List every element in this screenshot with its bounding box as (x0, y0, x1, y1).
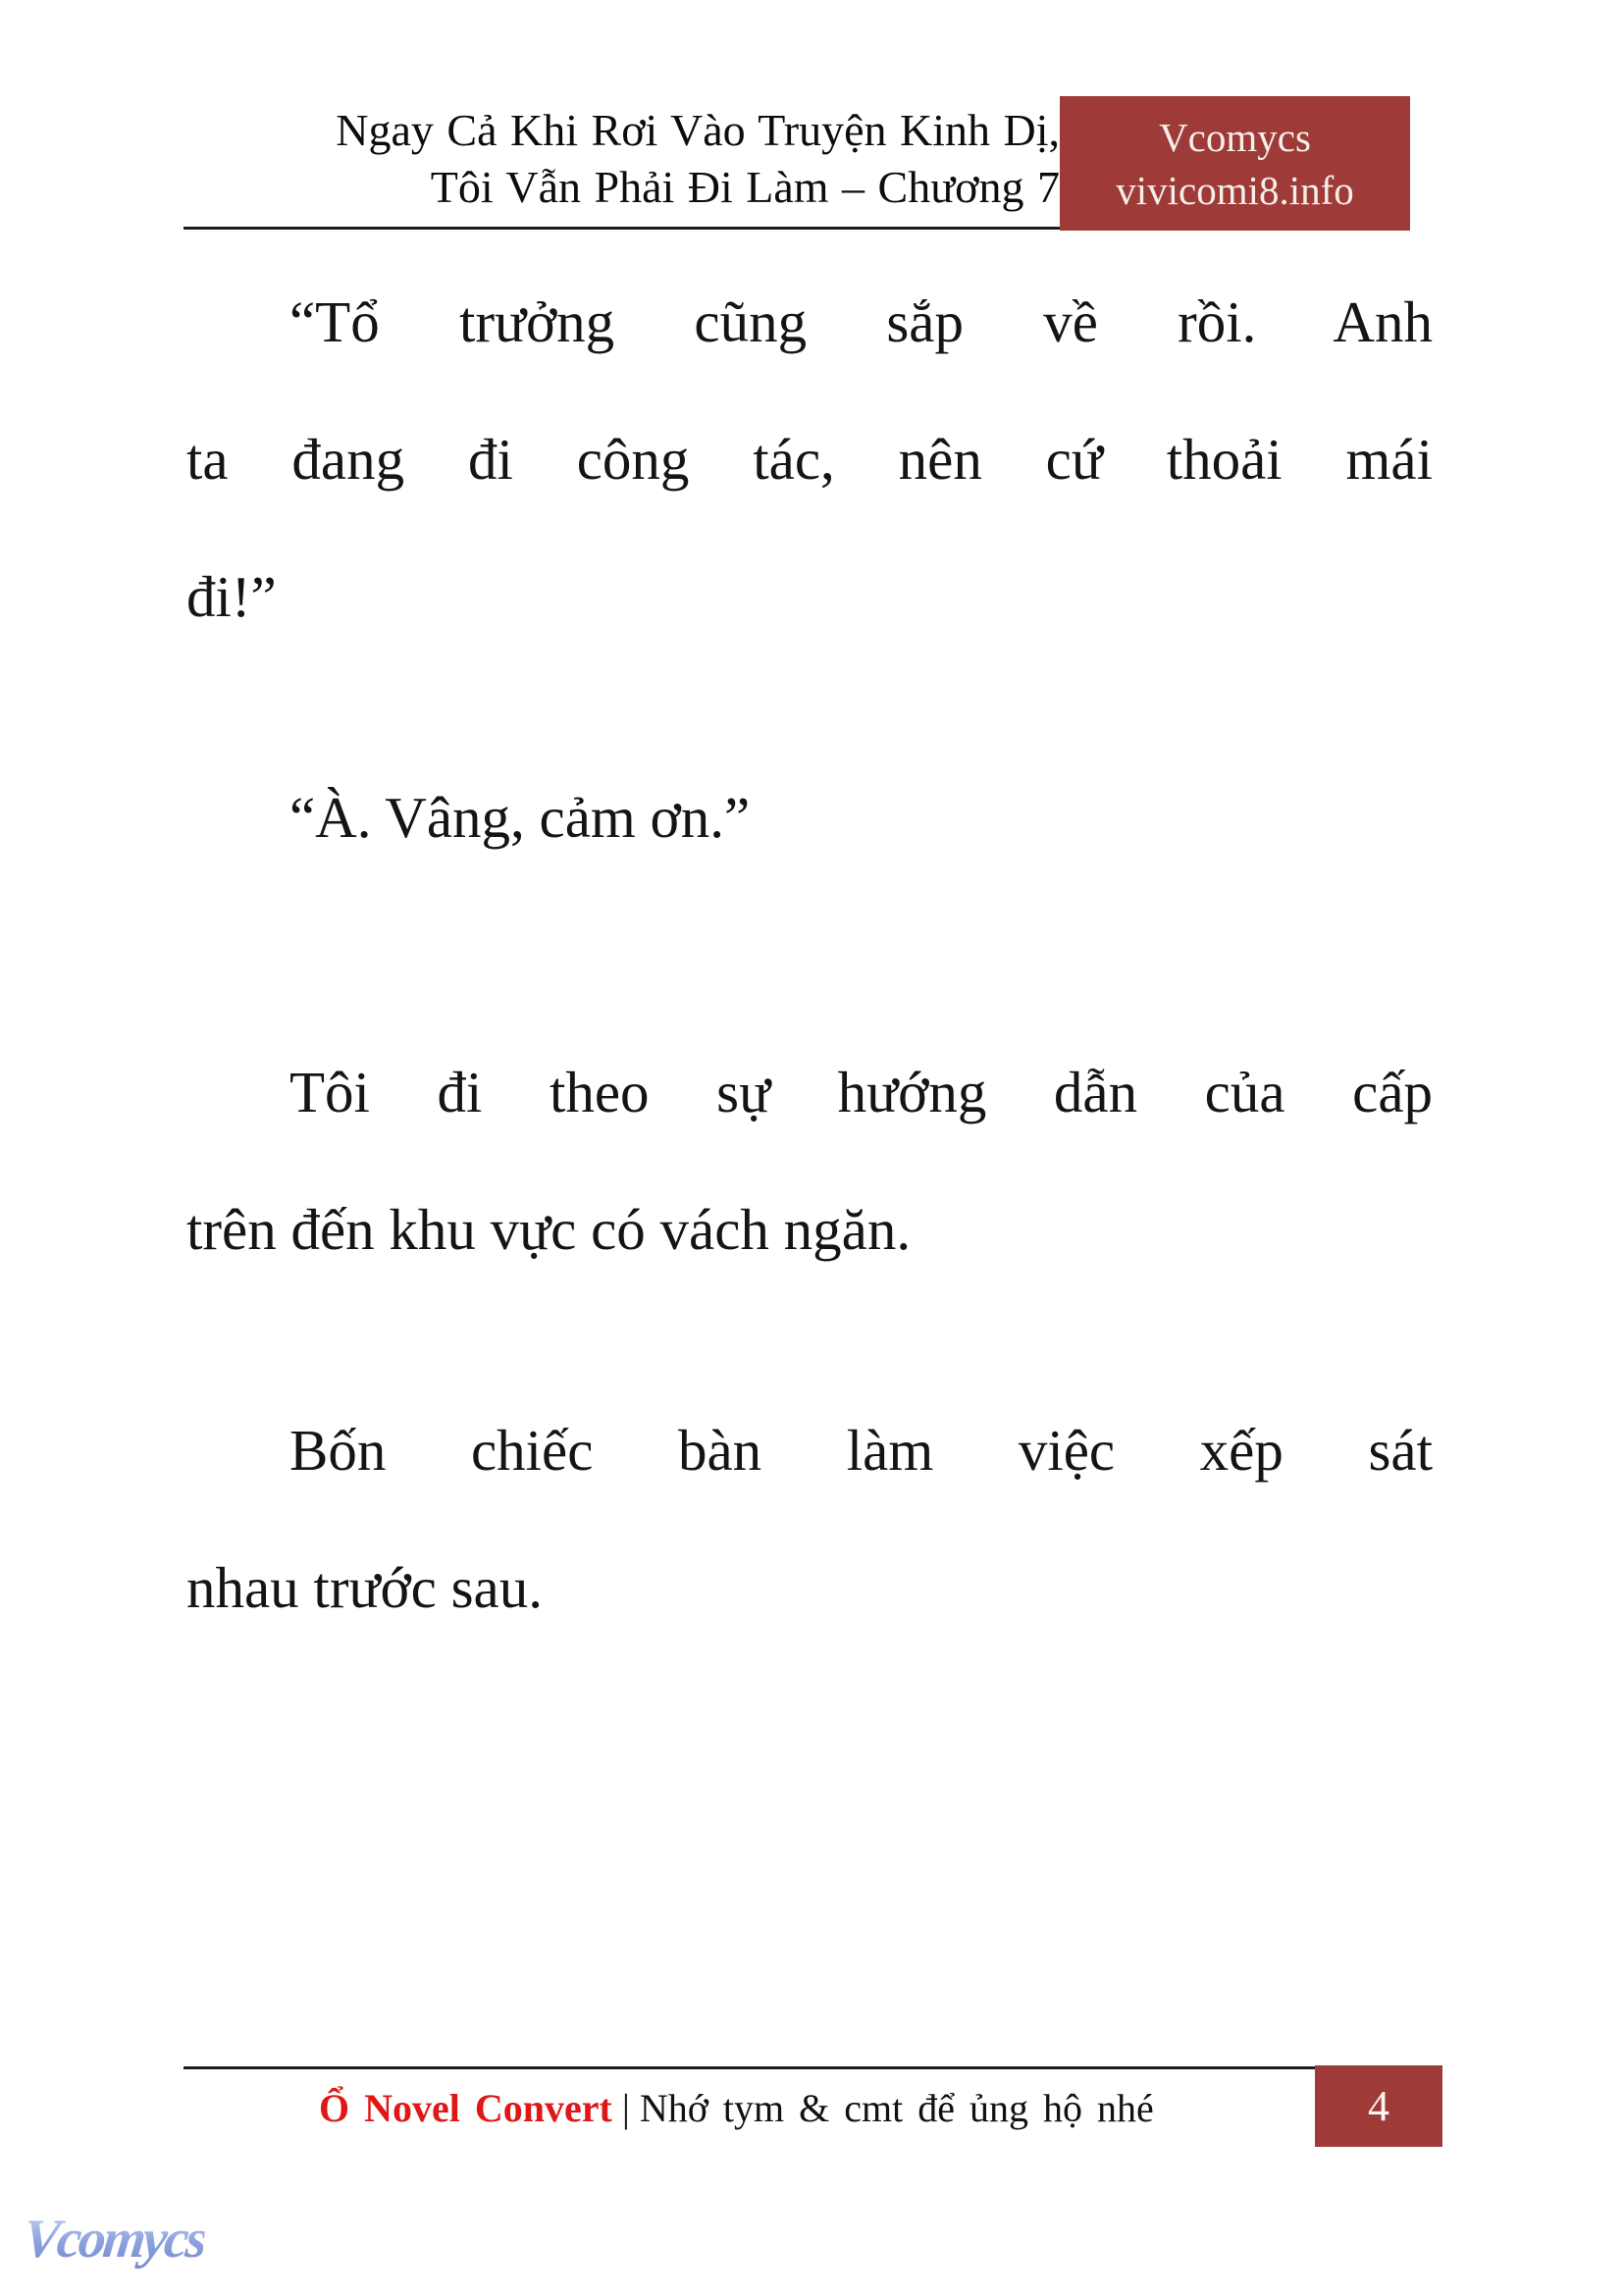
page-number-badge (1315, 2065, 1442, 2147)
paragraph-line: ta đang đi công tác, nên cứ thoải mái (186, 427, 1433, 492)
paragraph-line: đi!” (186, 564, 277, 629)
paragraph (186, 1023, 1433, 1298)
paragraph (186, 253, 1433, 665)
paragraph-line: Tôi đi theo sự hướng dẫn của cấp (289, 1060, 1433, 1124)
page-title (157, 102, 1060, 216)
footer-note: Nhớ tym & cmt để ủng hộ nhé (639, 2086, 1154, 2130)
page-number: 4 (1368, 2082, 1389, 2130)
footer-brand: Ổ Novel Convert (319, 2086, 612, 2130)
paragraph (186, 749, 1433, 886)
footer-divider (183, 2066, 1442, 2069)
paragraph-line: trên đến khu vực có vách ngăn. (186, 1197, 912, 1262)
paragraph-line: “Tổ trưởng cũng sắp về rồi. Anh (289, 289, 1433, 354)
body-text (186, 253, 1433, 1740)
page-title-line-2: Tôi Vẫn Phải Đi Làm – Chương 7 (430, 162, 1060, 212)
footer-separator: | (621, 2086, 630, 2130)
footer-text (319, 2080, 1310, 2137)
paragraph-line: “À. Vâng, cảm ơn.” (289, 785, 751, 850)
site-badge-url: vivicomi8.info (1116, 167, 1354, 213)
site-badge-name: Vcomycs (1159, 114, 1311, 160)
vcomycs-watermark-logo: Vcomycs (20, 2209, 208, 2269)
paragraph-line: nhau trước sau. (186, 1555, 543, 1620)
site-badge (1060, 96, 1410, 231)
paragraph-line: Bốn chiếc bàn làm việc xếp sát (289, 1418, 1433, 1483)
page-title-line-1: Ngay Cả Khi Rơi Vào Truyện Kinh Dị, (336, 105, 1060, 155)
paragraph (186, 1382, 1433, 1656)
